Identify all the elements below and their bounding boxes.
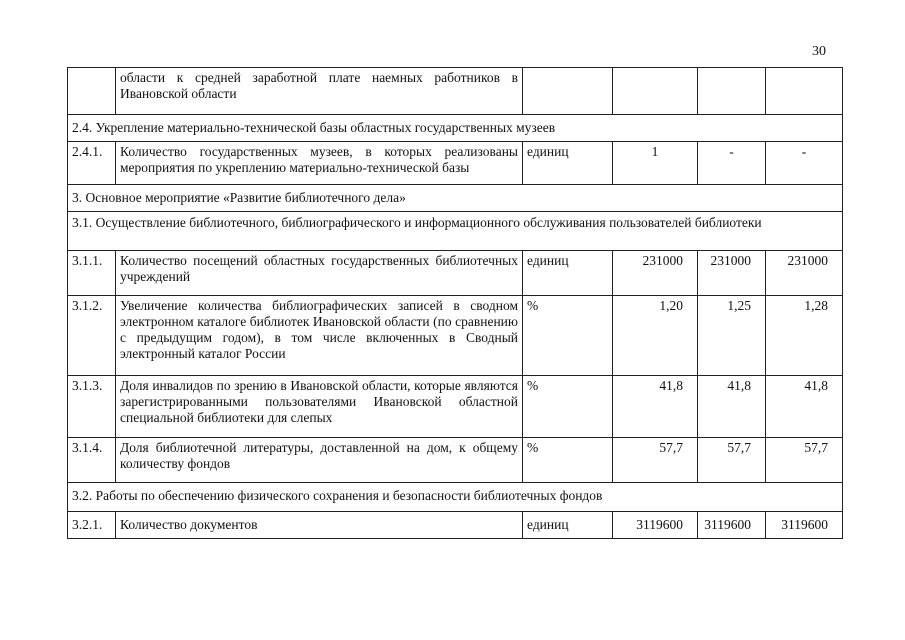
table-row (68, 512, 843, 539)
indicator-name: Увеличение количества библиографических записей в сводном электронном каталоге библиотек Ивановской области (по сравнению с предыдущим годом), в том числе включенных в Сводный электронный каталог России (116, 296, 523, 376)
table-row (68, 142, 843, 185)
unit: единиц (523, 251, 613, 296)
section-heading: 3.1. Осуществление библиотечного, библиографического и информационного обслуживания пользователей библиотеки (68, 212, 843, 251)
value-year-1: 57,7 (613, 438, 698, 483)
indicator-name: области к средней заработной плате наемных работников в Ивановской области (116, 68, 523, 115)
indicator-name: Количество документов (116, 512, 523, 539)
indicator-name: Количество посещений областных государственных библиотечных учреждений (116, 251, 523, 296)
row-number: 3.2.1. (68, 512, 116, 539)
unit: % (523, 438, 613, 483)
unit: единиц (523, 512, 613, 539)
section-row (68, 115, 843, 142)
row-number: 3.1.1. (68, 251, 116, 296)
value-year-1: 231000 (613, 251, 698, 296)
indicator-name: Доля инвалидов по зрению в Ивановской области, которые являются зарегистрированными пользователями Ивановской областной специальной библиотеки для слепых (116, 376, 523, 438)
value-year-2: 3119600 (698, 512, 766, 539)
row-number (68, 68, 116, 115)
value-year-2: 231000 (698, 251, 766, 296)
indicators-table (67, 67, 843, 539)
value-year-3: 3119600 (766, 512, 843, 539)
value-year-3: 57,7 (766, 438, 843, 483)
table-row (68, 376, 843, 438)
value-year-3: 231000 (766, 251, 843, 296)
indicator-name: Количество государственных музеев, в которых реализованы мероприятия по укреплению материально-технической базы (116, 142, 523, 185)
indicator-name: Доля библиотечной литературы, доставленной на дом, к общему количеству фондов (116, 438, 523, 483)
value-year-2: 41,8 (698, 376, 766, 438)
table-row (68, 68, 843, 115)
section-heading: 2.4. Укрепление материально-технической базы областных государственных музеев (68, 115, 843, 142)
value-year-2: 1,25 (698, 296, 766, 376)
unit: % (523, 296, 613, 376)
value-year-2: 57,7 (698, 438, 766, 483)
row-number: 2.4.1. (68, 142, 116, 185)
unit: единиц (523, 142, 613, 185)
value-year-3: - (766, 142, 843, 185)
value-year-2 (698, 68, 766, 115)
row-number: 3.1.4. (68, 438, 116, 483)
section-row (68, 483, 843, 512)
table-row (68, 438, 843, 483)
section-heading: 3.2. Работы по обеспечению физического сохранения и безопасности библиотечных фондов (68, 483, 843, 512)
value-year-1: 1,20 (613, 296, 698, 376)
value-year-3: 41,8 (766, 376, 843, 438)
table-row (68, 251, 843, 296)
table-row (68, 296, 843, 376)
section-row (68, 185, 843, 212)
unit: % (523, 376, 613, 438)
value-year-3: 1,28 (766, 296, 843, 376)
value-year-3 (766, 68, 843, 115)
value-year-1: 3119600 (613, 512, 698, 539)
unit (523, 68, 613, 115)
value-year-1: 41,8 (613, 376, 698, 438)
row-number: 3.1.3. (68, 376, 116, 438)
row-number: 3.1.2. (68, 296, 116, 376)
section-heading: 3. Основное мероприятие «Развитие библиотечного дела» (68, 185, 843, 212)
section-row (68, 212, 843, 251)
page-number: 30 (812, 44, 826, 59)
value-year-2: - (698, 142, 766, 185)
value-year-1: 1 (613, 142, 698, 185)
value-year-1 (613, 68, 698, 115)
